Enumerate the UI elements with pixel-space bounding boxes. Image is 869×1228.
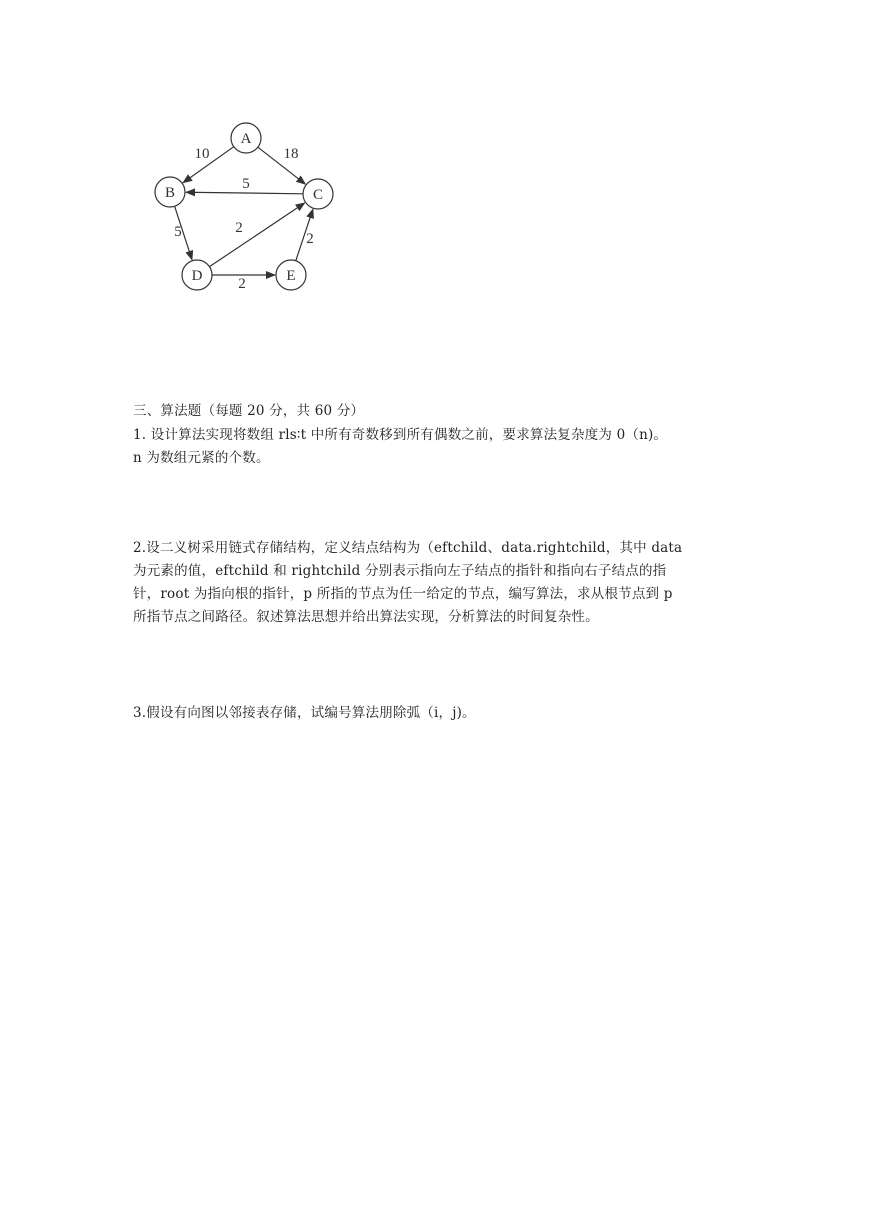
edge-weight-e-c: 2	[306, 231, 314, 247]
node-label-e: E	[286, 268, 296, 284]
section-heading	[133, 400, 745, 423]
edge-weight-d-c: 2	[235, 220, 243, 236]
question-1-line-2: n 为数组元紧的个数。	[133, 450, 270, 466]
question-2-line-1: 2.设二义树采用链式存储结构，定义结点结构为（eftchild、data.rightchild，其中 data	[133, 540, 683, 556]
weighted-digraph-figure	[150, 118, 360, 298]
graph-svg	[150, 118, 360, 298]
node-label-b: B	[164, 185, 176, 201]
question-3	[133, 702, 745, 725]
question-2-line-3: 针，root 为指向根的指针，p 所指的节点为任一给定的节点，编写算法，求从根节点到 p	[133, 586, 673, 602]
edge-weight-d-e: 2	[238, 276, 246, 292]
edge-d-c	[209, 203, 304, 267]
question-2	[133, 537, 745, 629]
question-1	[133, 424, 745, 470]
edge-weight-a-c: 18	[283, 146, 299, 162]
question-2-line-2: 为元素的值，eftchild 和 rightchild 分别表示指向左子结点的指针和指向右子结点的指	[133, 563, 667, 579]
node-label-c: C	[312, 187, 324, 203]
question-3-line-1: 3.假设有向图以邻接表存储，试编号算法朋除弧（i，j)。	[133, 705, 476, 721]
node-label-d: D	[191, 268, 203, 284]
node-label-a: A	[240, 131, 252, 147]
question-1-line-1: 1. 设计算法实现将数组 rls∶t 中所有奇数移到所有偶数之前，要求算法复杂度为 0（n)。	[133, 427, 668, 443]
edge-weight-c-b: 5	[242, 176, 250, 192]
edge-c-b	[186, 192, 303, 194]
edge-weight-a-b: 10	[194, 146, 210, 162]
section-heading-text: 三、算法题（每题 20 分，共 60 分）	[133, 403, 365, 419]
edge-weight-b-d: 5	[174, 224, 182, 240]
question-2-line-4: 所指节点之间路径。叙述算法思想并给出算法实现，分析算法的时间复杂性。	[133, 609, 599, 625]
